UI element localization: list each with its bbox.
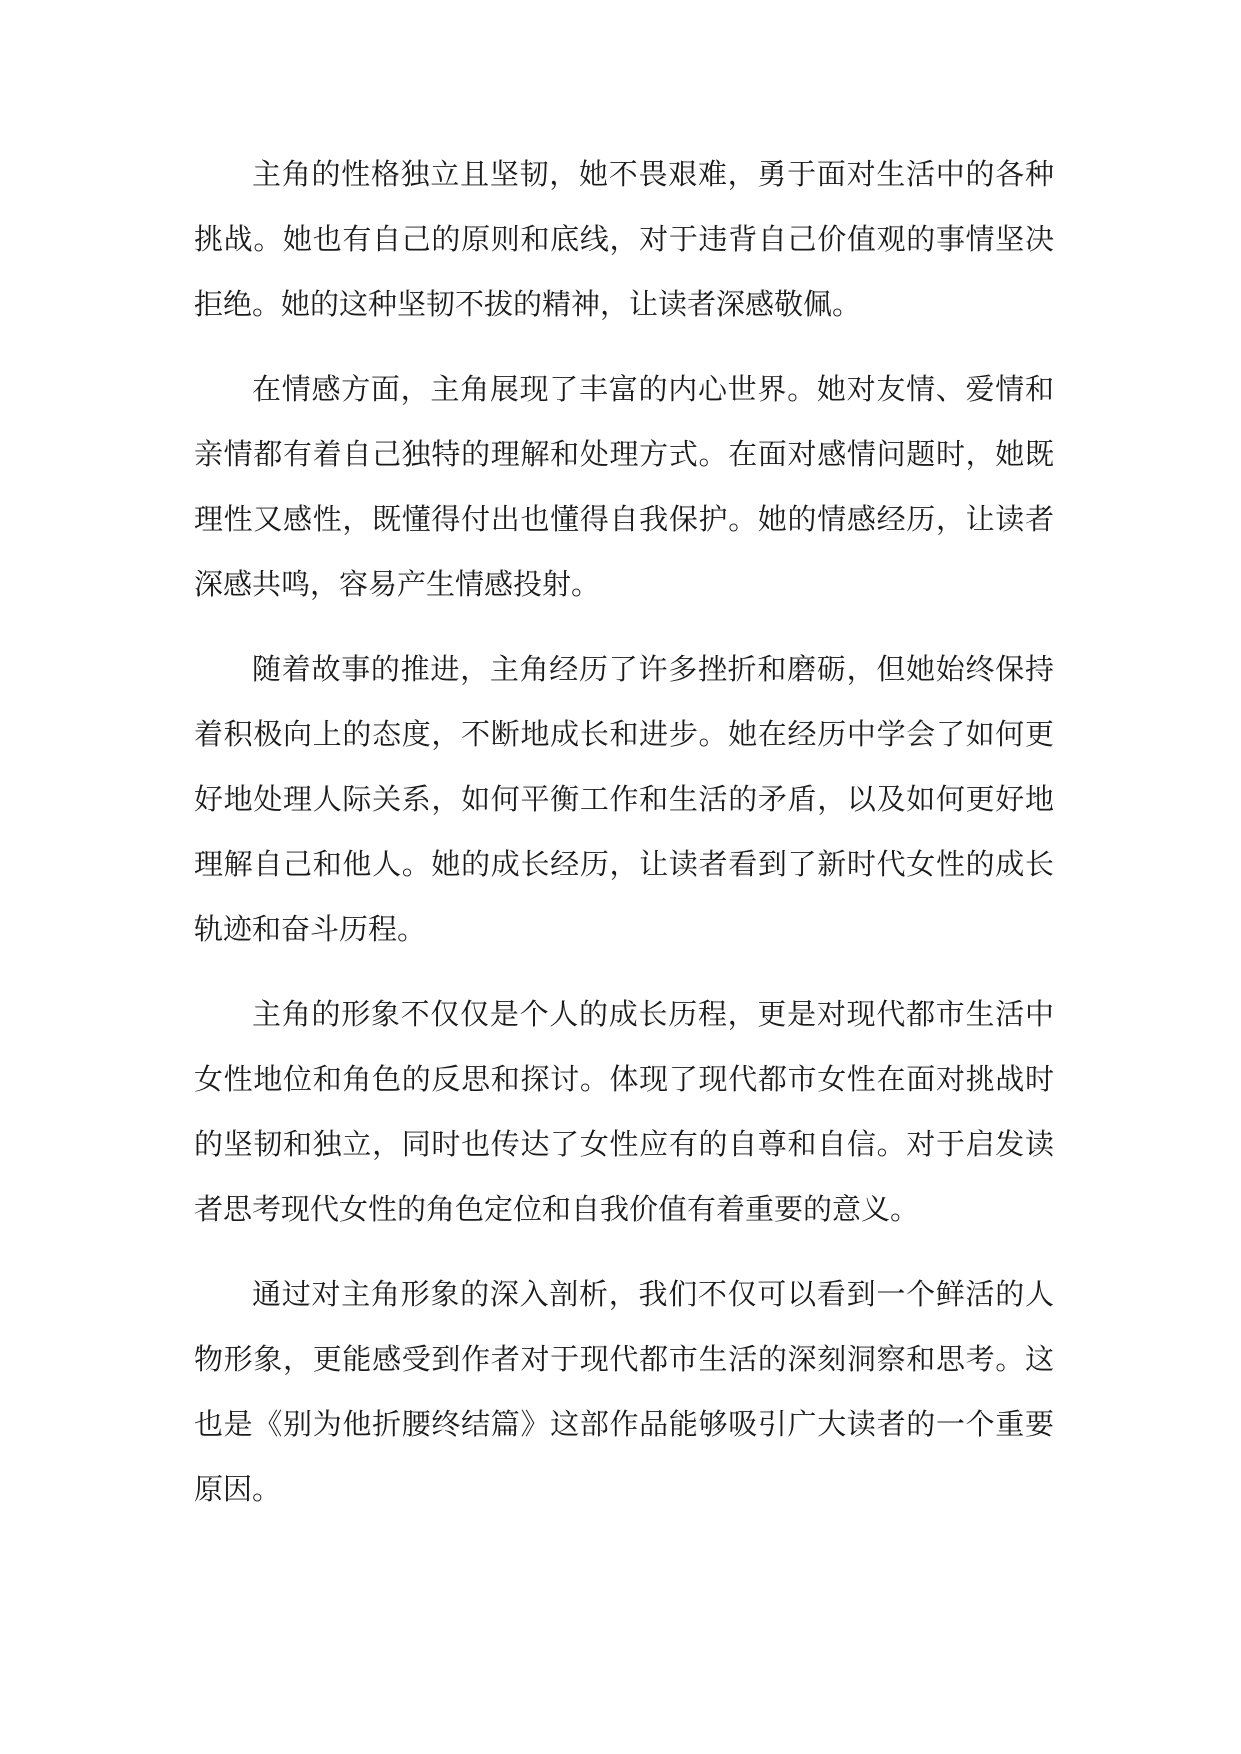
paragraph: 主角的性格独立且坚韧，她不畏艰难，勇于面对生活中的各种挑战。她也有自己的原则和底线，对于违背自己价值观的事情坚决拒绝。她的这种坚韧不拔的精神，让读者深感敬佩。 <box>194 157 1054 321</box>
paragraph: 通过对主角形象的深入剖析，我们不仅可以看到一个鲜活的人物形象，更能感受到作者对于现代都市生活的深刻洞察和思考。这也是《别为他折腰终结篇》这部作品能够吸引广大读者的一个重要原因。 <box>194 1277 1054 1506</box>
document-body <box>194 142 1054 1522</box>
paragraph: 随着故事的推进，主角经历了许多挫折和磨砺，但她始终保持着积极向上的态度，不断地成长和进步。她在经历中学会了如何更好地处理人际关系，如何平衡工作和生活的矛盾，以及如何更好地理解自己和他人。她的成长经历，让读者看到了新时代女性的成长轨迹和奋斗历程。 <box>194 652 1054 946</box>
paragraph: 在情感方面，主角展现了丰富的内心世界。她对友情、爱情和亲情都有着自己独特的理解和处理方式。在面对感情问题时，她既理性又感性，既懂得付出也懂得自我保护。她的情感经历，让读者深感共鸣，容易产生情感投射。 <box>194 372 1054 601</box>
paragraph: 主角的形象不仅仅是个人的成长历程，更是对现代都市生活中女性地位和角色的反思和探讨。体现了现代都市女性在面对挑战时的坚韧和独立，同时也传达了女性应有的自尊和自信。对于启发读者思考现代女性的角色定位和自我价值有着重要的意义。 <box>194 997 1054 1226</box>
